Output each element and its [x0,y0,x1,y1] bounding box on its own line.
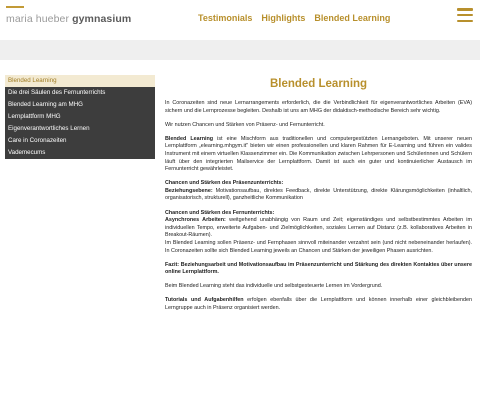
praesenz-heading: Chancen und Stärken des Präsenzunterrichts: [165,180,284,187]
intro-paragraph: In Coronazeiten sind neue Lernarrangements erforderlich, die die Verbindlichkeit für eigenverantwortliches Arbeiten (EVA) sichern und die Lernprozesse begleiten. Deshalb ist uns am MHG der didaktisch-methodische Bereich sehr wichtig. [165,100,472,114]
sidebar-item-eigenverantwortliches-lernen[interactable]: Eigenverantwortliches Lernen [5,123,155,135]
praesenz-paragraph [165,180,472,203]
sidebar-navigation [5,75,155,159]
logo-text-bold: gymnasium [72,13,132,25]
chancen-paragraph: Wir nutzen Chancen und Stärken von Präsenz- und Fernunterricht. [165,121,325,128]
site-header [0,0,480,40]
fern-text-2: Im Blended Learning sollen Präsenz- und Fernphasen sinnvoll miteinander verzahnt sein (und nicht nebeneinander herlaufen). In Coronazeiten sollte sich Blended Learning jeweils an Chancen und Stärken der jeweiligen Phasen ausrichten. [165,239,472,254]
menu-icon-bar [457,20,473,23]
fern-paragraph [165,210,472,256]
sidebar-item-drei-saeulen[interactable]: Die drei Säulen des Fernunterrichts [5,87,155,99]
top-navigation [198,13,390,23]
fern-label: Asynchrones Arbeiten: [165,217,226,224]
page-title: Blended Learning [269,78,368,90]
definition-paragraph [165,136,472,174]
logo-accent [6,6,24,8]
definition-term: Blended Learning [165,135,214,142]
menu-icon-bar [457,8,473,11]
sidebar-item-care[interactable]: Care in Coronazeiten [5,135,155,147]
tutorials-text: erfolgen ebenfalls über die Lernplattform und können innerhalb einer gleichbleibenden Lerngruppe auch in Präsenz organisiert werden. [165,297,473,311]
header-band [0,40,480,60]
fazit-text: Fazit: Beziehungsarbeit und Motivationsaufbau im Präsenzunterricht und Stärkung des direkten Kontaktes über unsere online Lernplattform. [165,261,472,276]
sidebar-item-vademecums[interactable]: Vademecums [5,147,155,159]
sidebar-item-lernplattform[interactable]: Lernplattform MHG [5,111,155,123]
tutorials-term: Tutorials und Aufgabenhilfen [165,297,244,304]
nav-testimonials[interactable]: Testimonials [198,13,253,23]
fern-text: weitgehend unabhängig von Raum und Zeit; eigenständiges und selbstbestimmtes Arbeiten im individuellen Tempo, erweiterte Aufgaben- und Zielmöglichkeiten, soziales Lernen auf Distanz (z.B. kollaboratives Arbeiten in Breakout-Räumen). [165,217,472,239]
menu-icon-bar [457,14,473,17]
main-content [165,78,472,319]
praesenz-label: Beziehungsebene: [165,187,213,194]
menu-icon[interactable] [457,8,473,22]
sidebar-item-blended-learning-mhg[interactable]: Blended Learning am MHG [5,99,155,111]
sidebar-item-blended-learning[interactable]: Blended Learning [5,75,155,87]
definition-text: ist eine Mischform aus traditionellen und computergestützten Lernangeboten. Mit unserer neuen Lernplattform „elearning.mhgym.it" bieten wir einen professionellen und klaren Rahmen für E-Learning und führen ein valides Instrument mit einem virtuellen Klassenzimmer ein. Die Kommunikation zwischen Lehrpersonen und Schülerinnen und Schülern läuft über den integrierten Mailservice der Lernplattform. Damit ist auch ein guter und kontinuierlicher Austausch im Fernunterricht gewährleistet. [165,135,473,173]
school-logo[interactable] [6,13,131,25]
fazit-paragraph [165,262,472,277]
focus-paragraph: Beim Blended Learning steht das individuelle und selbstgesteuerte Lernen im Vordergrund. [165,283,383,290]
praesenz-text: Motivationsaufbau, direktes Feedback, direkte Unterstützung, direkte Klärungsmöglichkeiten (inhaltlich, organisatorisch, strukturell), ganzheitliche Kommunikation [165,187,472,202]
nav-blended-learning[interactable]: Blended Learning [314,13,391,23]
tutorials-paragraph [165,297,472,312]
nav-highlights[interactable]: Highlights [261,13,306,23]
fern-heading: Chancen und Stärken des Fernunterrichts: [165,209,275,216]
logo-text-light: maria hueber [6,13,73,25]
